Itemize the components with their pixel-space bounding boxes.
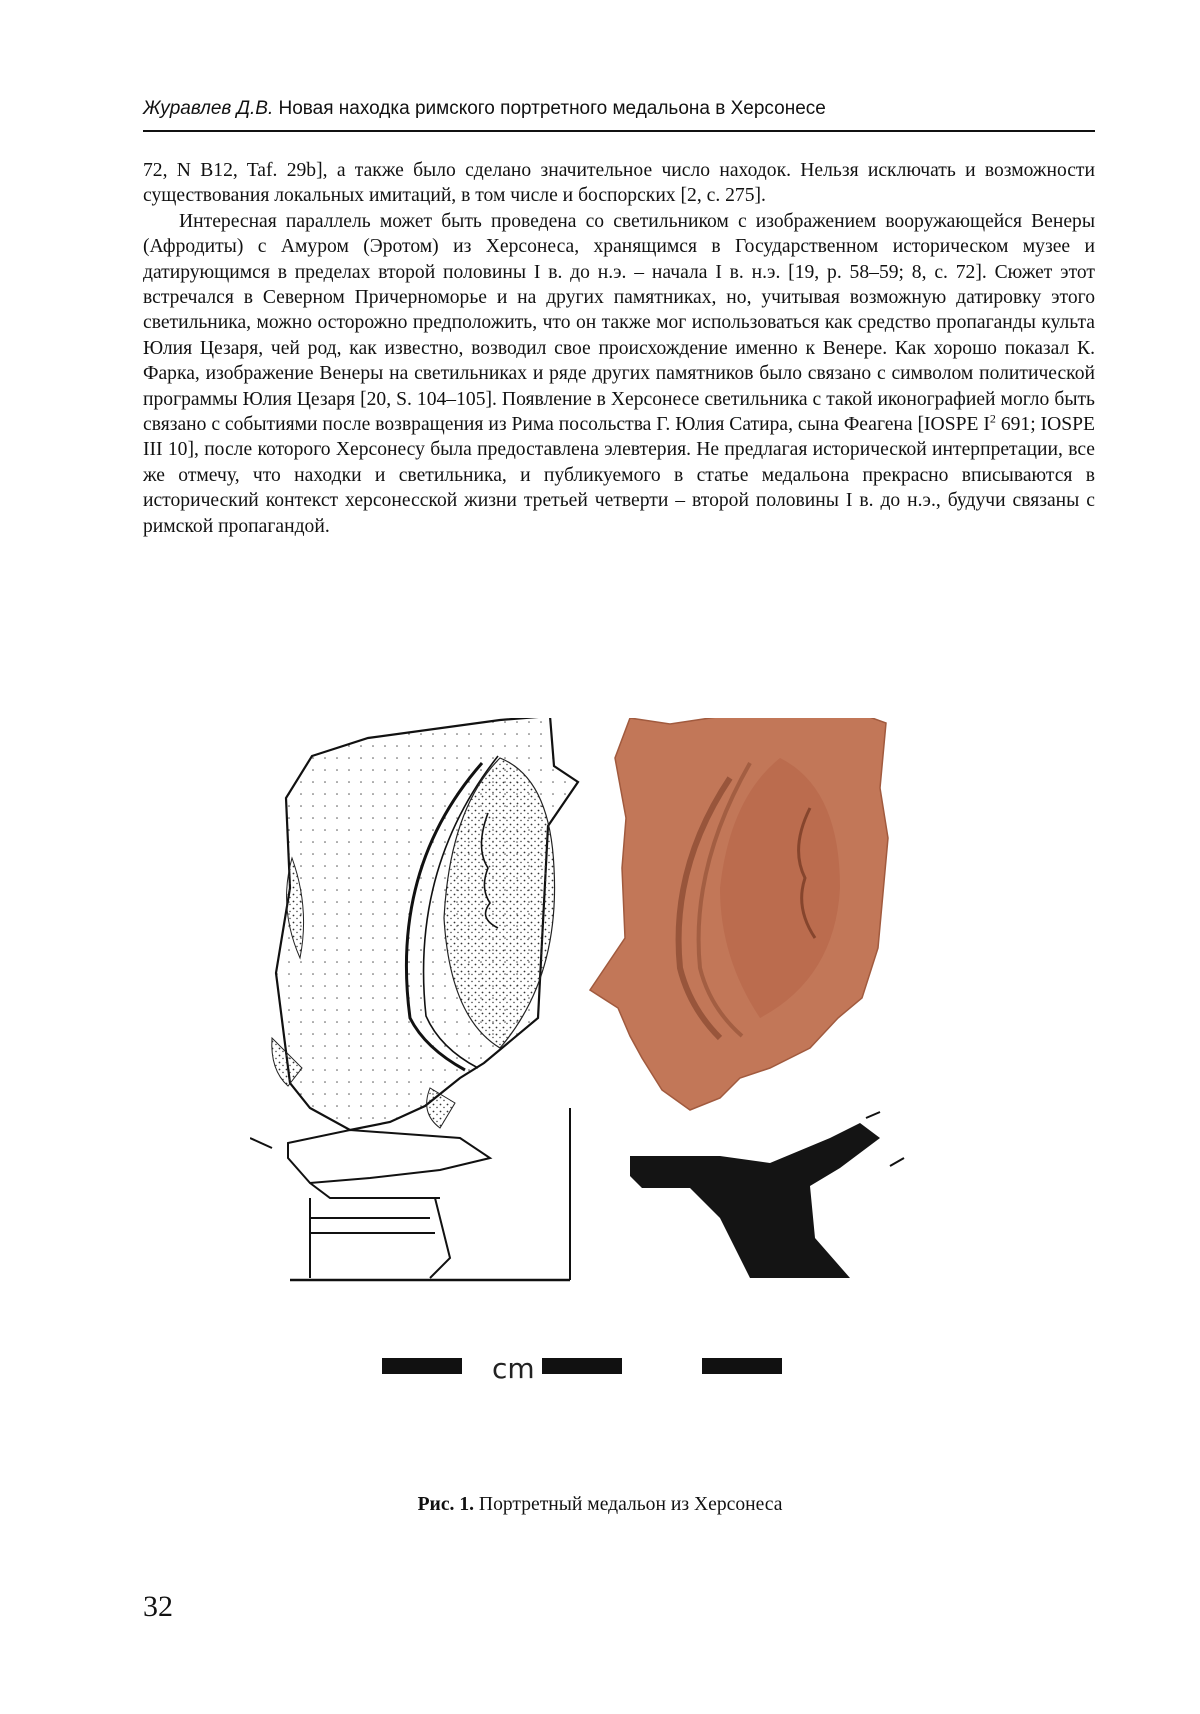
running-head-author: Журавлев Д.В. — [143, 98, 274, 119]
photo-profile — [630, 1112, 904, 1278]
caption-text: Портретный медальон из Херсонеса — [474, 1494, 783, 1515]
paragraph-1 — [143, 158, 1095, 209]
header-rule — [143, 130, 1095, 132]
caption-label: Рис. 1. — [417, 1494, 475, 1515]
photo-fragment — [590, 718, 888, 1110]
figure-medallion — [250, 718, 982, 1478]
page-number: 32 — [143, 1590, 173, 1623]
paragraph-2 — [143, 209, 1095, 539]
paragraph-2-text-a: Интересная параллель может быть проведена со светильником с изображением вооружающейся Венеры (Афродиты) с Амуром (Эротом) из Херсонеса, хранящимся в Государственном историческом музее и датирующимся в пределах второй половины I в. до н.э. – начала I в. н.э. [19, р. 58–59; 8, с. 72]. Сюжет этот встречался в Северном Причерноморье и на других памятниках, но, учитывая возможную датировку этого светильника, можно осторожно предположить, что он также мог использоваться как средство пропаганды культа Юлия Цезаря, чей род, как известно, возводил свое происхождение именно к Венере. Как хорошо показал К. Фарка, изображение Венеры на светильниках и ряде других памятников было связано с символом политической программы Юлия Цезаря [20, S. 104–105]. Появление в Херсонесе светильника с такой иконографией могло быть связано с событиями после возвращения из Рима посольства Г. Юлия Сатира, сына Феагена [IOSPE I — [143, 210, 1095, 436]
body-text — [143, 158, 1095, 539]
scale-label: cm — [492, 1352, 535, 1385]
drawing-fragment — [272, 718, 578, 1130]
scale-bar — [382, 1352, 782, 1385]
figure-svg — [250, 718, 982, 1478]
running-head — [143, 98, 1095, 120]
paragraph-2-text-b: 691; IOSPE III 10], после которого Херсонесу была предоставлена элевтерия. Не предлагая исторической интерпретации, все же отмечу, что находки и светильника, и публикуемого в статье медальона прекрасно вписываются в исторический контекст херсонесской жизни третьей четверти – второй половины I в. до н.э., будучи связаны с римской пропагандой. — [143, 414, 1095, 537]
drawing-profile — [250, 1108, 570, 1280]
figure-caption — [0, 1494, 1200, 1516]
running-head-title: Новая находка римского портретного медальона в Херсонесе — [278, 98, 826, 119]
superscript: 2 — [989, 411, 996, 426]
paragraph-1-text: 72, N B12, Taf. 29b], а также было сделано значительное число находок. Нельзя исключать и возможности существования локальных имитаций, в том числе и боспорских [2, с. 275]. — [143, 160, 1095, 207]
